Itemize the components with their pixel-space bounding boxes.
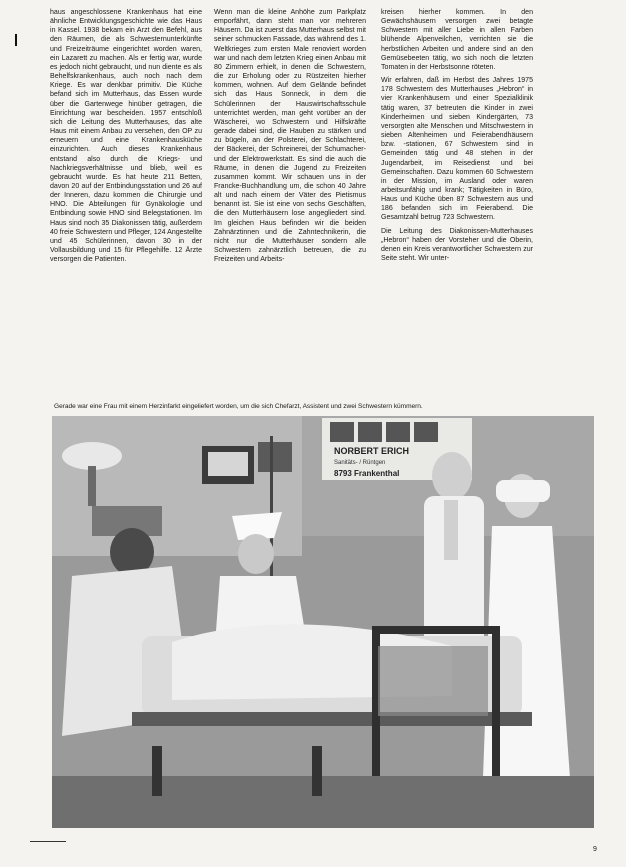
paragraph: kreisen hierher kommen. In den Gewächshäusern versorgen zwei betagte Schwestern mit aller Liebe in allen Farben blühende Alpenveilchen, verrichten sie die herbstlichen Arbeiten und andere sind an den Gemüsebeeten tätig, wo sich noch die letzten Tomaten in der Herbstsonne röteten. [381, 9, 533, 71]
margin-mark [15, 34, 17, 46]
paragraph: Wenn man die kleine Anhöhe zum Parkplatz emporfährt, dann steht man vor mehreren Häusern. Da ist zuerst das Mutterhaus selbst mit seiner schmucken Fassade, das während des 1. Weltkrieges zum ersten Male renoviert worden war und nach dem letzten Krieg einen Anbau mit 80 Zimmern erhielt, in denen die Schwestern, die zur Erholung oder zu Rüstzeiten hierher kommen, wohnen. Auf dem Gelände befindet sich das Haus Sonneck, in dem die Schülerinnen der Hauswirtschaftsschule unterrichtet werden, man geht vorüber an der Wäscherei, wo Schwestern und Hilfskräfte gerade dabei sind, die Hauben zu stärken und zu bügeln, an der Polsterei, der Schlachterei, der Bäckerei, der Schreinerei, der Schumacher- und der Elektrowerkstatt. Es sind die auch die Räume, in denen die Jugend zu Freizeiten zusammen kommt. Wir schauen uns in der Francke-Buchhandlung um, die schon 40 Jahre alt und nach einem der Väter des Pietismus benannt ist. Sie ist eine von sechs Geschäften, die den Mutterhäusern lose angegliedert sind. Im gleichen Haus befinden wir die beiden Zahnärztinnen und die Zahntechnikerin, die nicht nur die Mutterhäuser sondern alle Schwestern zahnärztlich betreuen, die zu Freizeiten und Arbeits- [214, 9, 366, 264]
sign-line-1: NORBERT ERICH [334, 446, 410, 456]
text-column-2 [214, 8, 366, 400]
hospital-photo [52, 416, 594, 828]
photo-illustration [52, 416, 594, 828]
photo-caption: Gerade war eine Frau mit einem Herzinfarkt eingeliefert worden, um die sich Chefarzt, Assistent und zwei Schwestern kümmern. [54, 403, 423, 410]
paragraph: Die Leitung des Diakonissen-Mutterhauses „Hebron“ haben der Vorsteher und die Oberin, denen ein Kreis verantwortlicher Schwestern zur Seite steht. Wir unter- [381, 227, 533, 263]
text-column-1 [50, 8, 202, 400]
text-column-3 [381, 8, 533, 400]
footer-rule [30, 841, 66, 842]
sign-line-2: Sanitäts- / Rüntgen [334, 460, 386, 466]
sign-line-3: 8793 Frankenthal [334, 469, 400, 478]
paragraph: Wir erfahren, daß im Herbst des Jahres 1975 178 Schwestern des Mutterhauses „Hebron“ in vier Krankenhäusern und einer Spezialklinik tätig waren, 37 betreuten die Kinder in zwei Kinderheimen und sieben Kindergärten, 73 versorgten alte Menschen und Mitschwestern in sieben Altenheimen und Feierabendhäusern bzw. -stationen, 67 Schwestern sind in Gemeinden tätig und 48 stehen in der Jugendarbeit, im Reisedienst und bei Gemeinschaften. Dazu kommen 60 Schwestern in der Mission, im Ausland oder waren arbeitsunfähig und krank; Tätigkeiten in Büro, Haus und Küche üben 87 Schwestern aus und 186 befanden sich im Feierabend. Die Gesamtzahl betrug 723 Schwestern. [381, 77, 533, 222]
paragraph: haus angeschlossene Krankenhaus hat eine ähnliche Entwicklungsgeschichte wie das Haus in Kassel. 1938 bekam ein Arzt den Befehl, aus den Räumen, die als Schwesternunterkünfte und Freizeiträume eingerichtet worden waren, ein Lazarett zu machen. Als er fertig war, wurde es jedoch nicht gebraucht, und nun diente es als Behelfskrankenhaus, auch noch nach dem Kriege. Es war denkbar primitiv. Die Küche befand sich im Mutterhaus, das Essen wurde über die Gartenwege hinüber getragen, die Einrichtung war bescheiden. 1957 entschloß sich die Leitung des Mutterhauses, das alte Haus mit einem Anbau zu versehen, den OP zu erneuern und eine Krankenhausküche einzurichten. Auch dieses Krankenhaus entstand also durch die Kriegs- und Nachkriegsverhältnisse und blieb, weil es gebraucht wurde. Es hat heute 211 Betten, davon 20 auf der Entbindungsstation und 26 auf der Inneren, dazu kommen die Chirurgie und HNO. Die Abteilungen für Gynäkologie und Entbindung sowie HNO sind Belegstationen. Im Haus sind noch 35 Diakonissen tätig, außerdem 40 freie Schwestern und Pfleger, 124 Angestellte und 45 Schülerinnen, davon 30 in der Vollausbildung und 15 für Pflegehilfe. 12 Ärzte versorgen die Patienten. [50, 9, 202, 264]
page-number: 9 [593, 846, 597, 853]
